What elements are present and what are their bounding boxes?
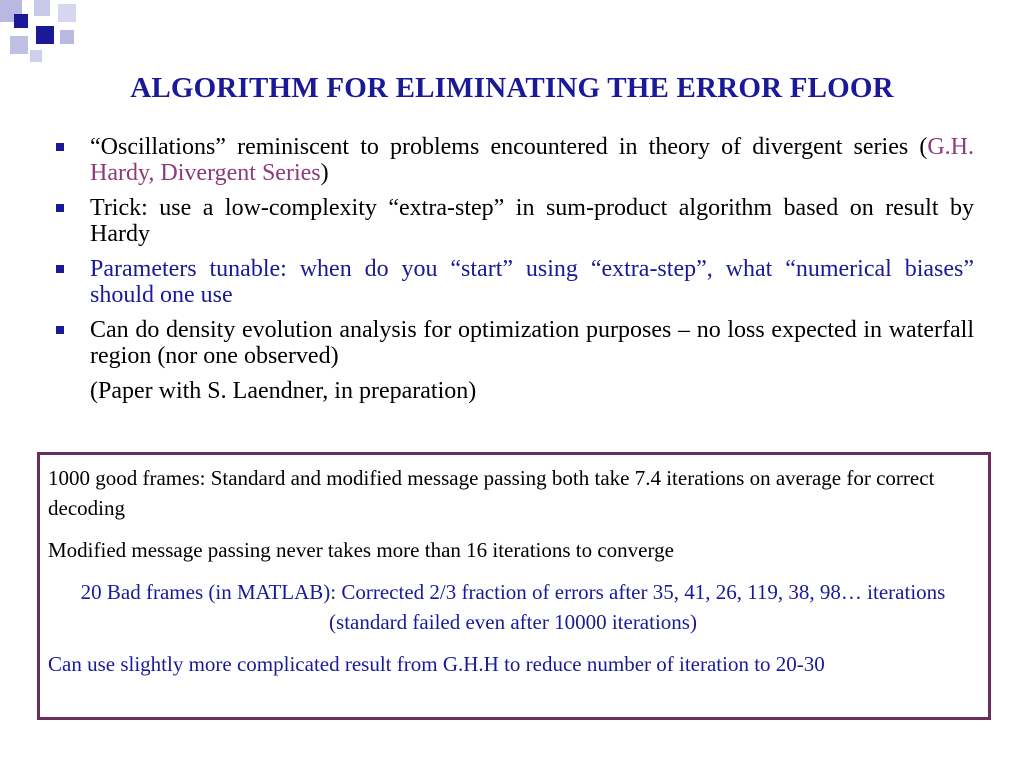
results-improvement: Can use slightly more complicated result from G.H.H to reduce number of iteration to 20-30 — [48, 652, 825, 676]
bullet-item-density-evolution — [54, 317, 974, 369]
bullet-item-trick — [54, 195, 974, 247]
bullet-list — [54, 134, 974, 413]
reference-link-text: G.H. Hardy, Divergent Series — [90, 134, 974, 186]
paper-note — [54, 378, 974, 404]
results-bad-frames: 20 Bad frames (in MATLAB): Corrected 2/3 fraction of errors after 35, 41, 26, 119, 38, 98… iterations (standard failed even after 10000 iterations) — [80, 580, 946, 634]
bullet-text: “Oscillations” reminiscent to problems encountered in theory of divergent series ( — [90, 134, 928, 160]
note-text: (Paper with S. Laendner, in preparation) — [90, 378, 477, 404]
square-bullet-icon — [56, 143, 64, 151]
corner-logo-squares — [0, 0, 80, 64]
slide-title: ALGORITHM FOR ELIMINATING THE ERROR FLOOR — [130, 72, 894, 104]
bullet-text: Can do density evolution analysis for optimization purposes – no loss expected in waterfall region (nor one observed) — [90, 317, 974, 369]
bullet-item-oscillations — [54, 134, 974, 186]
bullet-item-parameters — [54, 256, 974, 308]
bullet-text-end: ) — [320, 160, 329, 186]
bullet-text: Parameters tunable: when do you “start” using “extra-step”, what “numerical biases” should one use — [90, 256, 974, 308]
results-good-frames: 1000 good frames: Standard and modified message passing both take 7.4 iterations on average for correct decoding — [48, 466, 935, 520]
bullet-text: Trick: use a low-complexity “extra-step” in sum-product algorithm based on result by Hardy — [90, 195, 974, 247]
results-max-iterations: Modified message passing never takes more than 16 iterations to converge — [48, 538, 674, 562]
square-bullet-icon — [56, 204, 64, 212]
results-box — [37, 452, 991, 720]
square-bullet-icon — [56, 265, 64, 273]
square-bullet-icon — [56, 326, 64, 334]
